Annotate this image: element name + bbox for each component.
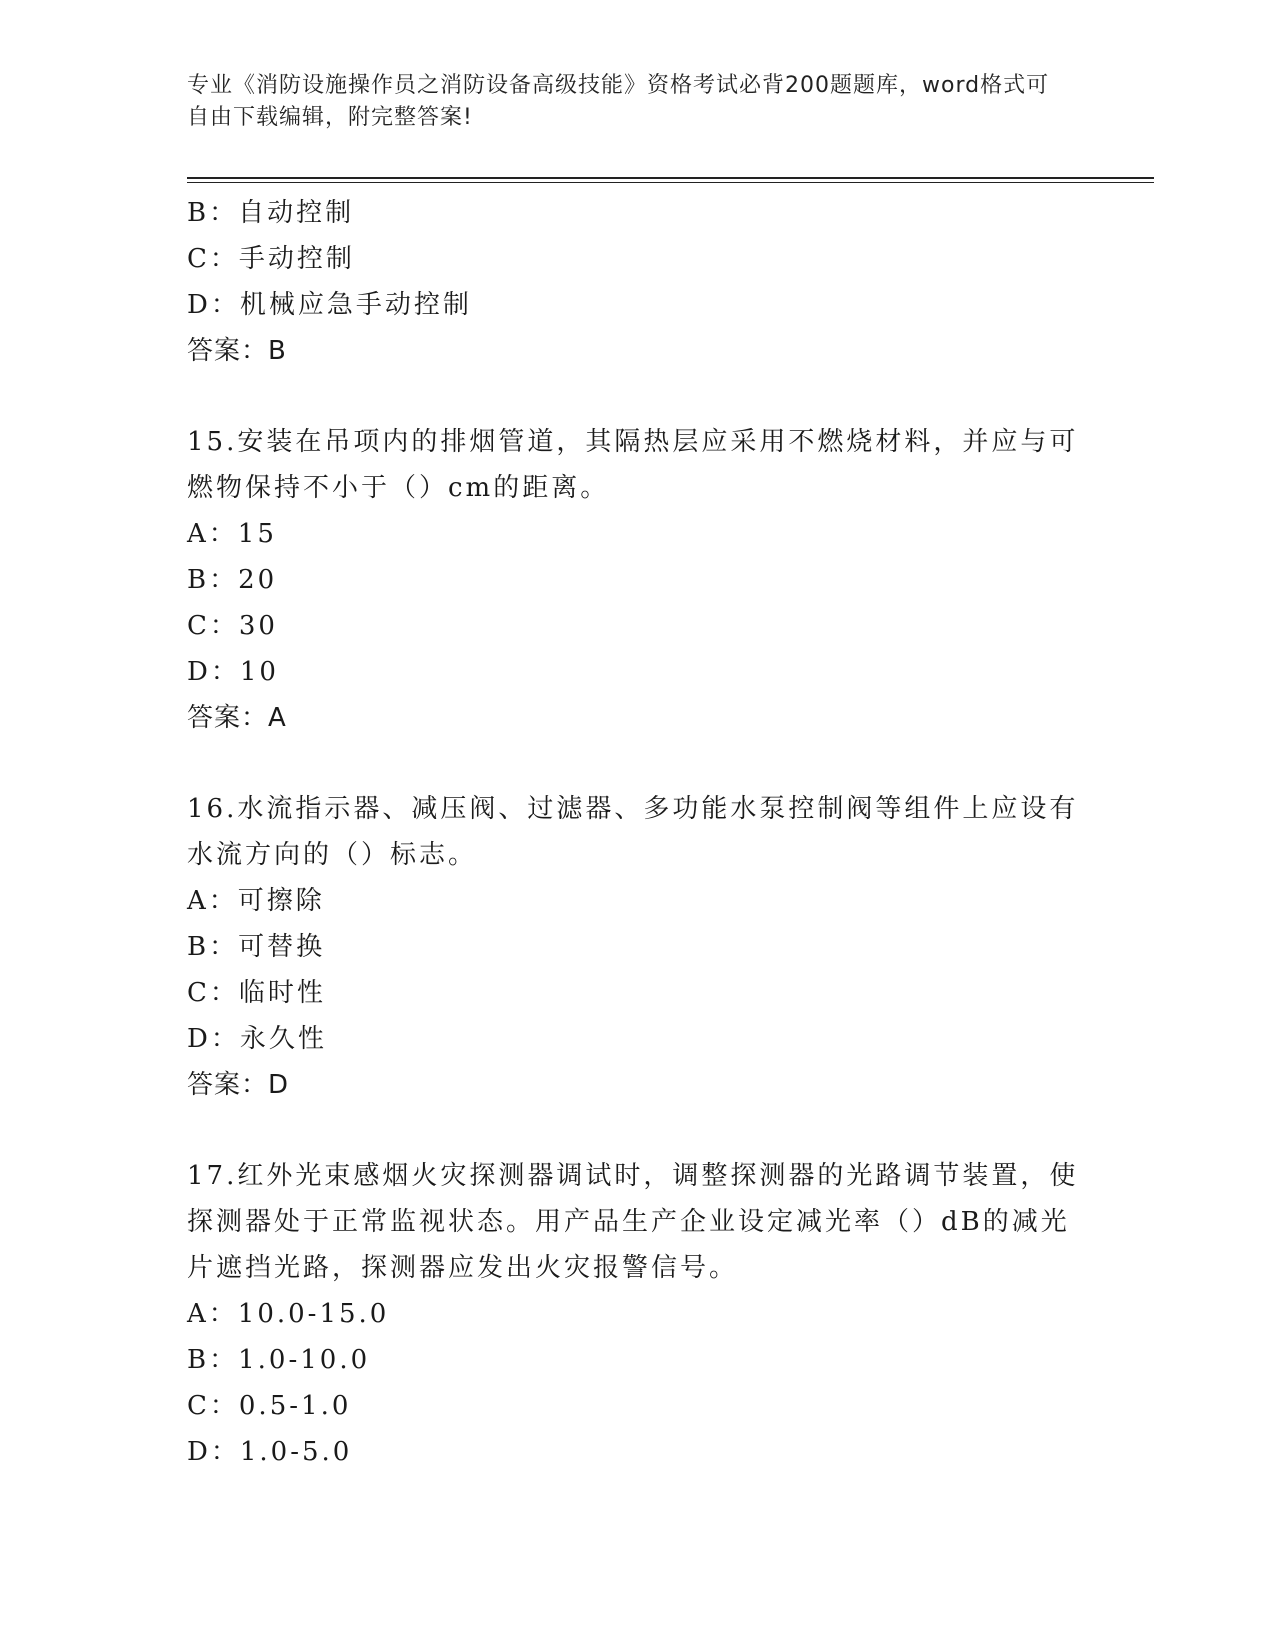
- question-15: [187, 419, 1087, 741]
- option-b: B：1.0-10.0: [187, 1345, 371, 1375]
- document-header: 专业《消防设施操作员之消防设备高级技能》资格考试必背200题题库，word格式可自由下载编辑，附完整答案!: [187, 73, 1050, 130]
- question-14-tail: [187, 190, 1087, 374]
- option-d: D：10: [187, 657, 279, 687]
- header-rule-thick: [187, 177, 1154, 179]
- option-b: B：自动控制: [187, 198, 355, 228]
- question-content: [187, 190, 1087, 1475]
- answer: 答案：D: [187, 1070, 290, 1100]
- answer: 答案：A: [187, 703, 287, 733]
- option-a: A：15: [187, 519, 277, 549]
- option-a: A：10.0-15.0: [187, 1299, 390, 1329]
- header-rule-thin: [187, 182, 1154, 183]
- answer: 答案：B: [187, 336, 287, 366]
- question-17: [187, 1153, 1087, 1475]
- question-stem: 16.水流指示器、减压阀、过滤器、多功能水泵控制阀等组件上应设有水流方向的（）标志。: [187, 794, 1079, 870]
- option-b: B：可替换: [187, 932, 326, 962]
- option-c: C：临时性: [187, 978, 326, 1008]
- option-c: C：0.5-1.0: [187, 1391, 352, 1421]
- option-c: C：30: [187, 611, 278, 641]
- question-stem: 15.安装在吊项内的排烟管道，其隔热层应采用不燃烧材料，并应与可燃物保持不小于（）cm的距离。: [187, 427, 1079, 503]
- option-d: D：机械应急手动控制: [187, 290, 472, 320]
- option-d: D：永久性: [187, 1024, 327, 1054]
- option-c: C：手动控制: [187, 244, 355, 274]
- option-d: D：1.0-5.0: [187, 1437, 353, 1467]
- question-stem: 17.红外光束感烟火灾探测器调试时，调整探测器的光路调节装置，使探测器处于正常监视状态。用产品生产企业设定减光率（）dB的减光片遮挡光路，探测器应发出火灾报警信号。: [187, 1161, 1079, 1283]
- option-b: B：20: [187, 565, 278, 595]
- question-16: [187, 786, 1087, 1108]
- option-a: A：可擦除: [187, 886, 325, 916]
